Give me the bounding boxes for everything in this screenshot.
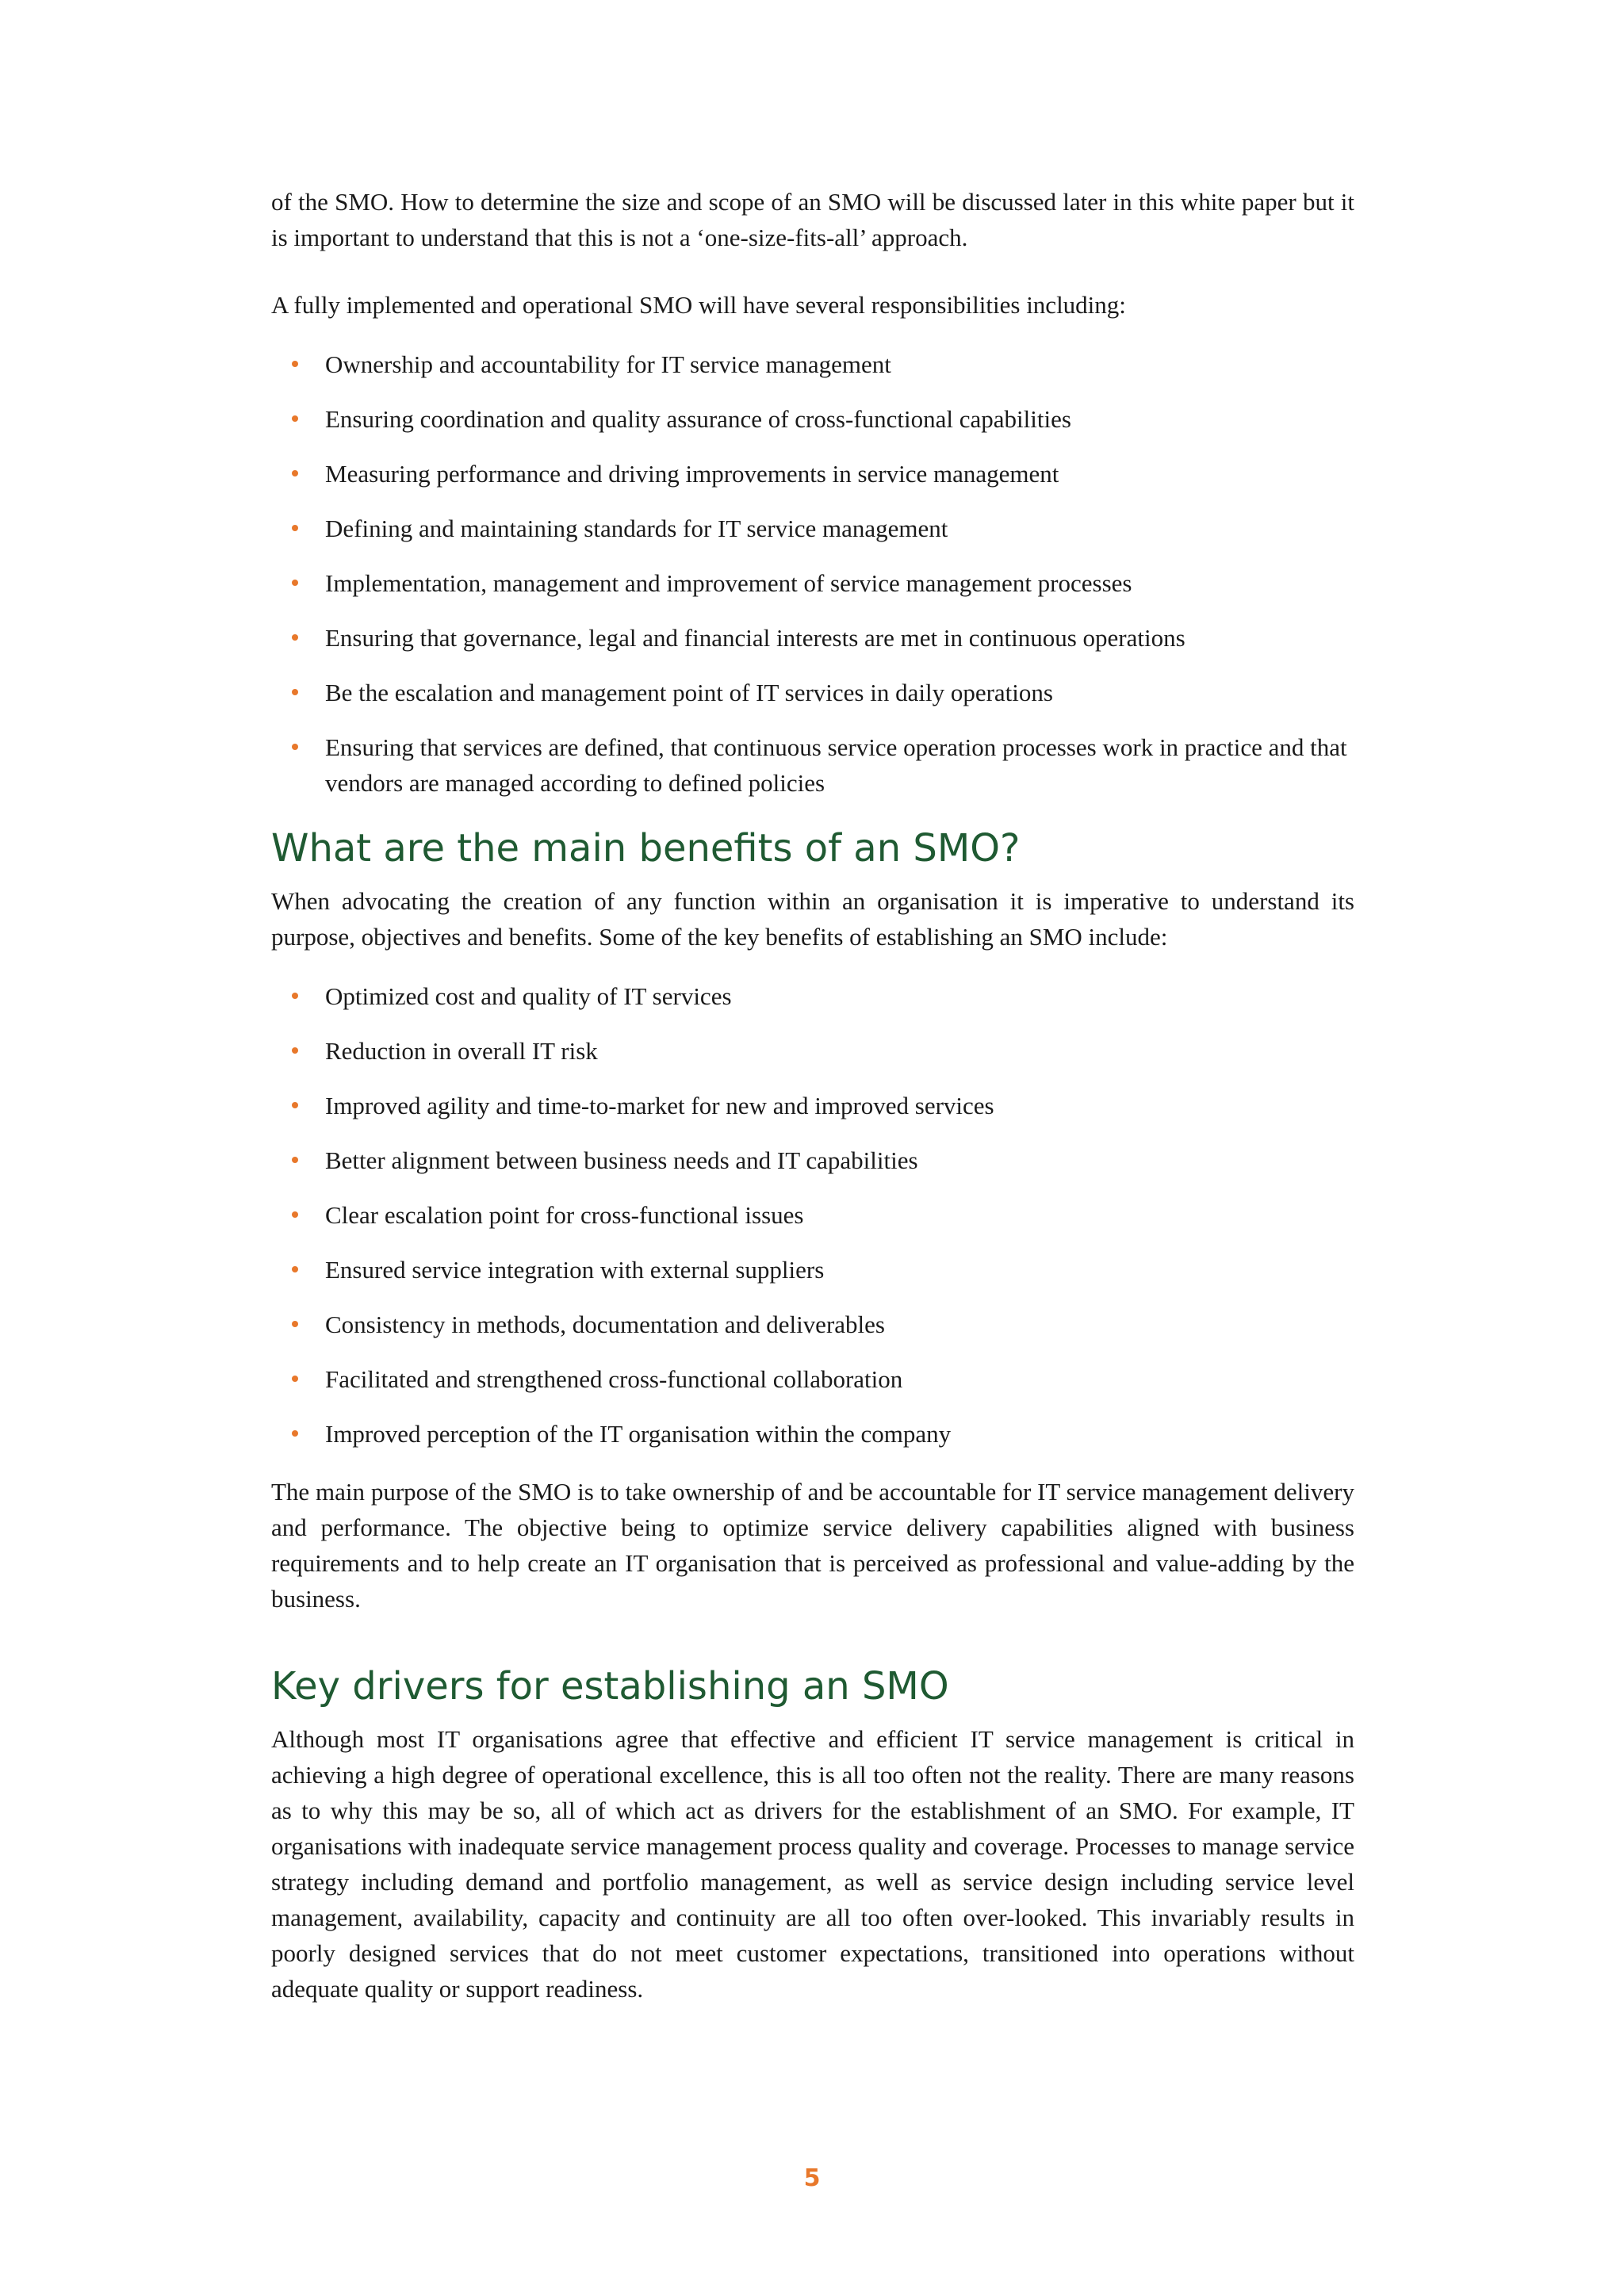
list-item [271, 565, 1354, 601]
bullet-icon [292, 1430, 298, 1437]
bullet-icon [292, 634, 298, 641]
list-item-text: Defining and maintaining standards for IT service management [325, 515, 948, 542]
responsibilities-list [271, 346, 1354, 801]
list-item [271, 1307, 1354, 1342]
list-item-text: Facilitated and strengthened cross-functional collaboration [325, 1365, 903, 1393]
benefits-closing-paragraph: The main purpose of the SMO is to take ownership of and be accountable for IT service management delivery and performance. The objective being to optimize service delivery capabilities aligned with business requirements and to help create an IT organisation that is perceived as professional and value-adding by the business. [271, 1478, 1354, 1613]
bullet-icon [292, 525, 298, 531]
bullet-icon [292, 1102, 298, 1108]
list-item [271, 1033, 1354, 1069]
bullet-icon [292, 361, 298, 367]
list-item [271, 401, 1354, 437]
list-item [271, 1197, 1354, 1233]
list-item [271, 456, 1354, 492]
bullet-icon [292, 1376, 298, 1382]
list-item [271, 1252, 1354, 1288]
list-item-text: Ensured service integration with external suppliers [325, 1256, 825, 1284]
bullet-icon [292, 580, 298, 586]
page-content [271, 184, 1354, 2007]
list-item [271, 978, 1354, 1014]
bullet-icon [292, 1157, 298, 1163]
list-item [271, 675, 1354, 710]
bullet-icon [292, 689, 298, 695]
list-item [271, 1361, 1354, 1397]
benefits-heading: What are the main benefits of an SMO? [271, 826, 1021, 871]
list-item [271, 620, 1354, 656]
responsibilities-lead: A fully implemented and operational SMO will have several responsibilities including: [271, 291, 1126, 319]
list-item [271, 1088, 1354, 1123]
list-item-text: Ensuring that services are defined, that continuous service operation processes work in practice and that vendors are managed according to defined policies [325, 733, 1347, 797]
list-item-text: Be the escalation and management point of IT services in daily operations [325, 679, 1053, 706]
benefits-list [271, 978, 1354, 1452]
list-item [271, 346, 1354, 382]
list-item-text: Better alignment between business needs and IT capabilities [325, 1146, 918, 1174]
list-item-text: Implementation, management and improvement of service management processes [325, 569, 1132, 597]
bullet-icon [292, 1321, 298, 1327]
list-item-text: Ensuring that governance, legal and financial interests are met in continuous operations [325, 624, 1185, 652]
list-item [271, 511, 1354, 546]
bullet-icon [292, 744, 298, 750]
benefits-lead: When advocating the creation of any function within an organisation it is imperative to understand its purpose, objectives and benefits. Some of the key benefits of establishing an SMO include: [271, 887, 1354, 951]
bullet-icon [292, 993, 298, 999]
list-item [271, 1416, 1354, 1452]
bullet-icon [292, 1211, 298, 1218]
list-item [271, 1142, 1354, 1178]
list-item-text: Clear escalation point for cross-functional issues [325, 1201, 804, 1229]
list-item [271, 729, 1354, 801]
bullet-icon [292, 1266, 298, 1272]
drivers-paragraph: Although most IT organisations agree that effective and efficient IT service management is critical in achieving a high degree of operational excellence, this is all too often not the reality. There are many reasons as to why this may be so, all of which act as drivers for the establishment of an SMO. For example, IT organisations with inadequate service management process quality and coverage. Processes to manage service strategy including demand and portfolio management, as well as service design including service level management, availability, capacity and continuity are all too often over-looked. This invariably results in poorly designed services that do not meet customer expectations, transitioned into operations without adequate quality or support readiness. [271, 1725, 1354, 2003]
list-item-text: Ensuring coordination and quality assurance of cross-functional capabilities [325, 405, 1071, 433]
list-item-text: Optimized cost and quality of IT services [325, 982, 732, 1010]
intro-paragraph: of the SMO. How to determine the size and scope of an SMO will be discussed later in this white paper but it is important to understand that this is not a ‘one-size-fits-all’ approach. [271, 188, 1354, 251]
drivers-heading: Key drivers for establishing an SMO [271, 1664, 949, 1709]
list-item-text: Ownership and accountability for IT service management [325, 350, 891, 378]
list-item-text: Reduction in overall IT risk [325, 1037, 598, 1065]
list-item-text: Measuring performance and driving improvements in service management [325, 460, 1059, 488]
bullet-icon [292, 470, 298, 476]
list-item-text: Improved agility and time-to-market for new and improved services [325, 1092, 994, 1119]
list-item-text: Consistency in methods, documentation and deliverables [325, 1311, 885, 1338]
page-number: 5 [803, 2164, 821, 2192]
bullet-icon [292, 415, 298, 422]
bullet-icon [292, 1047, 298, 1054]
list-item-text: Improved perception of the IT organisation within the company [325, 1420, 952, 1448]
